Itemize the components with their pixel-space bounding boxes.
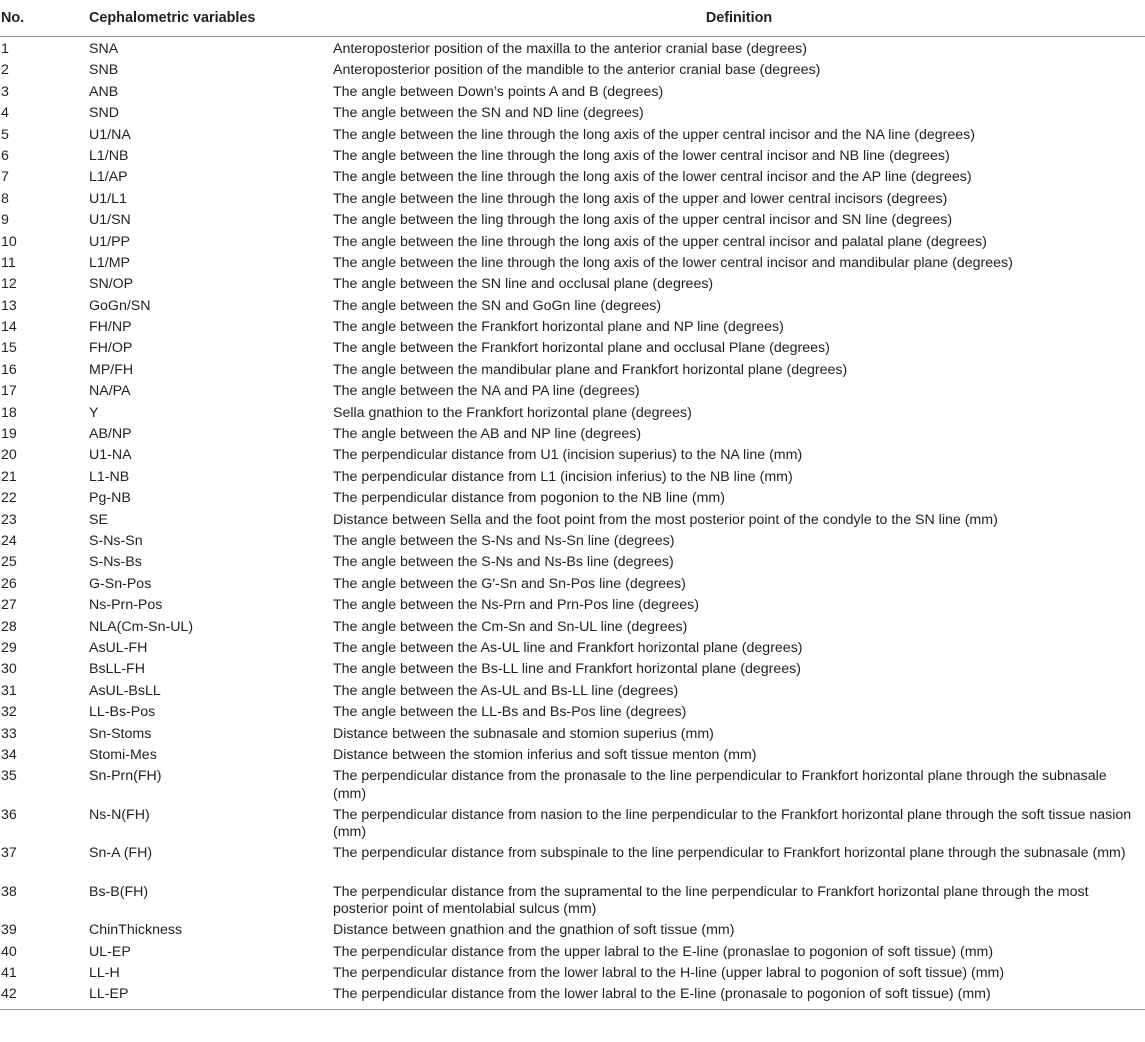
cell-no: 14 — [1, 319, 17, 336]
table-row — [0, 726, 1145, 747]
cell-variable: Pg-NB — [89, 490, 131, 507]
cell-definition: The angle between the Ns-Prn and Prn-Pos line (degrees) — [333, 597, 699, 614]
header-definition: Definition — [332, 0, 1145, 37]
cell-no: 32 — [1, 704, 17, 721]
cell-no: 18 — [1, 404, 17, 421]
cell-no: 30 — [1, 661, 17, 678]
table-row — [0, 298, 1145, 319]
table-row — [0, 922, 1145, 943]
cell-definition: The angle between the As-UL line and Frankfort horizontal plane (degrees) — [333, 639, 803, 656]
cell-no: 23 — [1, 511, 17, 528]
cell-definition: The angle between the SN and GoGn line (degrees) — [333, 297, 662, 314]
cell-definition: The perpendicular distance from U1 (incision superius) to the NA line (mm) — [333, 447, 803, 464]
cell-definition: The perpendicular distance from pogonion to the NB line (mm) — [333, 490, 725, 507]
cell-no: 33 — [1, 725, 17, 742]
cell-no: 21 — [1, 468, 17, 485]
table-row — [0, 426, 1145, 447]
table-row — [0, 362, 1145, 383]
table-row — [0, 447, 1145, 468]
cell-definition: The perpendicular distance from the pronasale to the line perpendicular to Frankfort horizontal plane through the subnasale (mm) — [333, 768, 1107, 802]
cell-no: 38 — [1, 883, 17, 900]
cell-variable: L1/MP — [89, 254, 131, 271]
cell-definition: The angle between the NA and PA line (degrees) — [333, 383, 640, 400]
cell-definition: The angle between the LL-Bs and Bs-Pos line (degrees) — [333, 704, 687, 721]
cell-variable: ANB — [89, 83, 119, 100]
table-row — [0, 640, 1145, 661]
cell-variable: AsUL-FH — [89, 639, 148, 656]
cell-variable: Ns-Prn-Pos — [89, 597, 163, 614]
cell-variable: AsUL-BsLL — [89, 682, 161, 699]
cell-no: 40 — [1, 943, 17, 960]
cell-variable: S-Ns-Bs — [89, 554, 142, 571]
cell-variable: FH/NP — [89, 319, 132, 336]
cell-no: 20 — [1, 447, 17, 464]
cell-definition: The angle between the S-Ns and Ns-Bs line (degrees) — [333, 554, 674, 571]
cell-no: 5 — [1, 126, 9, 143]
cell-variable: U1-NA — [89, 447, 132, 464]
cell-variable: U1/L1 — [89, 190, 127, 207]
table-row — [0, 383, 1145, 404]
cell-definition: Sella gnathion to the Frankfort horizontal plane (degrees) — [333, 404, 692, 421]
cell-definition: The angle between the line through the long axis of the upper and lower central incisors (degrees) — [333, 190, 948, 207]
table-row — [0, 576, 1145, 597]
cell-no: 27 — [1, 597, 17, 614]
cell-variable: SE — [89, 511, 108, 528]
cell-no: 6 — [1, 147, 9, 164]
table-header — [0, 0, 1145, 37]
cell-definition: The angle between the SN and ND line (degrees) — [333, 105, 644, 122]
table-row — [0, 340, 1145, 361]
cell-no: 4 — [1, 105, 9, 122]
cell-no: 17 — [1, 383, 17, 400]
cell-definition: The perpendicular distance from subspinale to the line perpendicular to Frankfort horizontal plane through the subnasale (mm) — [333, 845, 1126, 862]
table-row — [0, 807, 1145, 846]
cell-definition: The angle between the AB and NP line (degrees) — [333, 426, 642, 443]
table-row — [0, 884, 1145, 923]
header-variable: Cephalometric variables — [88, 0, 332, 37]
cell-definition: The perpendicular distance from the lower labral to the E-line (pronasale to pogonion of soft tissue) (mm) — [332, 986, 1145, 1009]
cell-variable: Sn-A (FH) — [89, 845, 153, 862]
table-row — [0, 234, 1145, 255]
table-row — [0, 661, 1145, 682]
cell-no: 24 — [1, 532, 17, 549]
cell-no: 42 — [0, 986, 88, 1009]
cell-definition: The angle between the line through the long axis of the lower central incisor and the AP line (degrees) — [333, 169, 972, 186]
cell-no: 2 — [1, 62, 9, 79]
table-row — [0, 845, 1145, 884]
cell-no: 28 — [1, 618, 17, 635]
cell-no: 37 — [1, 845, 17, 862]
cell-no: 9 — [1, 212, 9, 229]
table-row — [0, 683, 1145, 704]
cell-no: 29 — [1, 639, 17, 656]
cell-no: 15 — [1, 340, 17, 357]
cell-definition: The angle between the Bs-LL line and Frankfort horizontal plane (degrees) — [333, 661, 801, 678]
cell-definition: The angle between the Frankfort horizontal plane and occlusal Plane (degrees) — [333, 340, 830, 357]
cell-variable: AB/NP — [89, 426, 132, 443]
cell-variable: LL-EP — [88, 986, 332, 1009]
cell-variable: Sn-Prn(FH) — [89, 768, 162, 785]
table-row — [0, 191, 1145, 212]
cell-definition: The perpendicular distance from the upper labral to the E-line (pronaslae to pogonion of soft tissue) (mm) — [333, 943, 994, 960]
cell-variable: SND — [89, 105, 119, 122]
cell-definition: The angle between the Cm-Sn and Sn-UL line (degrees) — [333, 618, 688, 635]
cell-variable: Sn-Stoms — [89, 725, 152, 742]
cell-definition: The angle between the mandibular plane and Frankfort horizontal plane (degrees) — [333, 361, 848, 378]
cell-no: 31 — [1, 682, 17, 699]
cell-variable: ChinThickness — [89, 922, 183, 939]
table-row — [0, 944, 1145, 965]
table-row — [0, 533, 1145, 554]
cell-variable: S-Ns-Sn — [89, 532, 143, 549]
table-row — [0, 597, 1145, 618]
cell-no: 11 — [1, 254, 16, 271]
cell-definition: The perpendicular distance from the supramental to the line perpendicular to Frankfort horizontal plane through the most posterior point of mentolabial sulcus (mm) — [333, 883, 1089, 918]
cell-no: 41 — [1, 965, 17, 982]
cell-variable: Bs-B(FH) — [89, 883, 149, 900]
cell-no: 25 — [1, 554, 17, 571]
cell-definition: The angle between the Frankfort horizontal plane and NP line (degrees) — [333, 319, 784, 336]
cell-variable: FH/OP — [89, 340, 133, 357]
table-row — [0, 554, 1145, 575]
table-row — [0, 212, 1145, 233]
cell-definition: The angle between the line through the long axis of the lower central incisor and mandibular plane (degrees) — [333, 254, 1013, 271]
table-row — [0, 276, 1145, 297]
cell-variable: G-Sn-Pos — [89, 575, 152, 592]
cell-definition: The angle between the G′-Sn and Sn-Pos line (degrees) — [333, 575, 686, 592]
table-row — [0, 986, 1145, 1009]
cell-no: 39 — [1, 922, 17, 939]
cell-definition: The perpendicular distance from nasion to the line perpendicular to the Frankfort horizontal plane through the soft tissue nasion (mm) — [333, 806, 1132, 841]
cell-no: 8 — [1, 190, 9, 207]
cell-definition: The angle between the S-Ns and Ns-Sn line (degrees) — [333, 532, 675, 549]
cell-variable: L1/AP — [89, 169, 128, 186]
cell-variable: U1/SN — [89, 212, 131, 229]
cell-variable: LL-Bs-Pos — [89, 704, 156, 721]
cell-variable: BsLL-FH — [89, 661, 145, 678]
cell-no: 7 — [1, 169, 9, 186]
cell-definition: Distance between Sella and the foot point from the most posterior point of the condyle to the SN line (mm) — [333, 511, 998, 528]
cell-definition: The angle between the line through the long axis of the upper central incisor and the NA line (degrees) — [333, 126, 975, 143]
cell-variable: LL-H — [89, 965, 120, 982]
header-no: No. — [0, 0, 88, 37]
cell-variable: MP/FH — [89, 361, 134, 378]
cell-variable: SNA — [89, 41, 119, 57]
table-row — [0, 255, 1145, 276]
table-row — [0, 490, 1145, 511]
cell-definition: The angle between the ling through the long axis of the upper central incisor and SN line (degrees) — [333, 212, 953, 229]
cell-variable: SN/OP — [89, 276, 134, 293]
cell-variable: GoGn/SN — [89, 297, 151, 314]
table-row — [0, 469, 1145, 490]
table-row — [0, 512, 1145, 533]
cell-variable: U1/PP — [89, 233, 131, 250]
cell-definition: Anteroposterior position of the maxilla to the anterior cranial base (degrees) — [333, 41, 807, 57]
cell-no: 22 — [1, 490, 17, 507]
table-row — [0, 127, 1145, 148]
cell-definition: Distance between the subnasale and stomion superius (mm) — [333, 725, 714, 742]
table-row — [0, 84, 1145, 105]
header-row — [0, 0, 1145, 37]
table-body — [0, 37, 1145, 1010]
cell-variable: Ns-N(FH) — [89, 806, 150, 823]
cell-variable: Stomi-Mes — [89, 746, 157, 763]
cell-definition: The angle between the line through the long axis of the lower central incisor and NB line (degrees) — [333, 147, 950, 164]
table-row — [0, 148, 1145, 169]
cell-variable: L1/NB — [89, 147, 129, 164]
cell-no: 36 — [1, 806, 17, 823]
table-row — [0, 319, 1145, 340]
cell-variable: Y — [89, 404, 99, 421]
table-row — [0, 619, 1145, 640]
cell-definition: Distance between the stomion inferius and soft tissue menton (mm) — [333, 746, 757, 763]
cell-definition: Anteroposterior position of the mandible to the anterior cranial base (degrees) — [333, 62, 821, 79]
cell-no: 1 — [1, 41, 9, 57]
cell-definition: The perpendicular distance from L1 (incision inferius) to the NB line (mm) — [333, 468, 793, 485]
cell-definition: The perpendicular distance from the lower labral to the H-line (upper labral to pogonion of soft tissue) (mm) — [333, 965, 1005, 982]
table-row — [0, 704, 1145, 725]
table-row — [0, 747, 1145, 768]
table-row — [0, 37, 1145, 63]
cell-variable: U1/NA — [89, 126, 131, 143]
cell-definition: Distance between gnathion and the gnathion of soft tissue (mm) — [333, 922, 735, 939]
cell-variable: SNB — [89, 62, 119, 79]
cell-no: 12 — [1, 276, 17, 293]
cell-definition: The angle between Down’s points A and B (degrees) — [333, 83, 664, 100]
table-row — [0, 169, 1145, 190]
table-row — [0, 965, 1145, 986]
cell-no: 3 — [1, 83, 9, 100]
cell-definition: The angle between the As-UL and Bs-LL line (degrees) — [333, 682, 679, 699]
cell-no: 26 — [1, 575, 17, 592]
cell-variable: UL-EP — [89, 943, 131, 960]
cell-definition: The angle between the line through the long axis of the upper central incisor and palatal plane (degrees) — [333, 233, 987, 250]
cell-variable: NLA(Cm-Sn-UL) — [89, 618, 194, 635]
cell-definition: The angle between the SN line and occlusal plane (degrees) — [333, 276, 714, 293]
cell-no: 10 — [1, 233, 17, 250]
table-row — [0, 62, 1145, 83]
table-row — [0, 105, 1145, 126]
cell-no: 13 — [1, 297, 17, 314]
cell-no: 16 — [1, 361, 17, 378]
cell-no: 35 — [1, 768, 17, 785]
cell-variable: NA/PA — [89, 383, 131, 400]
table-row — [0, 405, 1145, 426]
table-row — [0, 768, 1145, 807]
cell-no: 19 — [1, 426, 17, 443]
cell-no: 34 — [1, 746, 17, 763]
cell-variable: L1-NB — [89, 468, 130, 485]
